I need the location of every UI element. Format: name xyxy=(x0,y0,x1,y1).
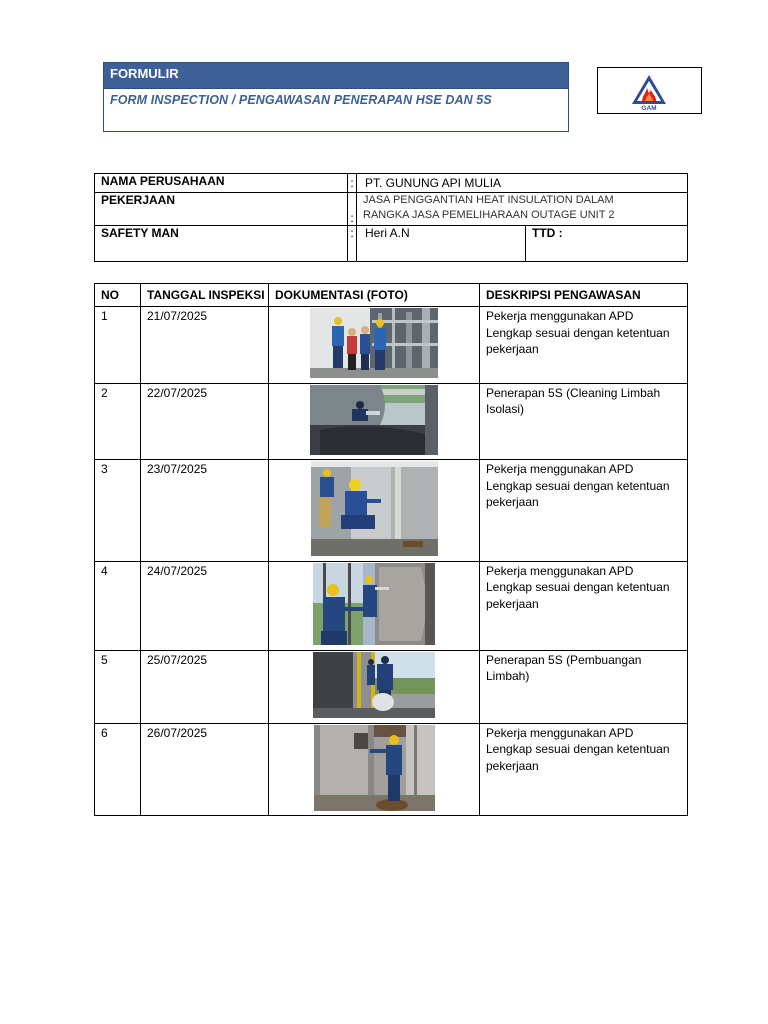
gam-logo-icon xyxy=(598,68,701,113)
row-photo xyxy=(269,460,480,562)
row-description xyxy=(480,383,688,460)
colon: : xyxy=(348,174,357,193)
row-number: 4 xyxy=(95,561,141,650)
description-line: pekerjaan xyxy=(486,495,539,509)
description-line: pekerjaan xyxy=(486,758,539,773)
cleaning-waste-photo xyxy=(310,385,438,455)
header-photo: DOKUMENTASI (FOTO) xyxy=(269,284,480,307)
table-row xyxy=(95,650,688,723)
row-description xyxy=(480,460,688,562)
worker-crouching-photo xyxy=(311,461,438,556)
row-photo xyxy=(269,561,480,650)
row-description xyxy=(480,650,688,723)
job-line-1: JASA PENGGANTIAN HEAT INSULATION DALAM xyxy=(363,194,614,206)
description-line: pekerjaan xyxy=(486,342,539,356)
description-line: pekerjaan xyxy=(486,596,539,611)
safety-man-label: SAFETY MAN xyxy=(95,226,348,262)
description-line: Pekerja menggunakan APD xyxy=(486,725,634,740)
description-line: Lengkap sesuai dengan ketentuan xyxy=(486,325,670,340)
info-table xyxy=(94,173,688,262)
table-row xyxy=(95,307,688,384)
row-number: 2 xyxy=(95,383,141,460)
svg-text:GAM: GAM xyxy=(641,105,657,112)
row-description xyxy=(480,723,688,816)
header-date: TANGGAL INSPEKSI xyxy=(141,284,269,307)
row-date: 26/07/2025 xyxy=(141,723,269,816)
ttd-label: TTD : xyxy=(526,226,688,262)
safety-man-value: Heri A.N xyxy=(357,226,526,262)
header-description: DESKRIPSI PENGAWASAN xyxy=(480,284,688,307)
row-number: 3 xyxy=(95,460,141,562)
description-line: Penerapan 5S (Cleaning Limbah xyxy=(486,385,661,400)
company-logo xyxy=(597,67,702,114)
workers-briefing-photo xyxy=(310,308,438,378)
job-label: PEKERJAAN xyxy=(95,193,348,226)
table-row xyxy=(95,460,688,562)
company-label: NAMA PERUSAHAAN xyxy=(95,174,348,193)
description-line: Penerapan 5S (Pembuangan xyxy=(486,652,642,667)
row-number: 6 xyxy=(95,723,141,816)
row-description xyxy=(480,307,688,384)
row-description xyxy=(480,561,688,650)
form-title: FORMULIR xyxy=(104,63,568,89)
description-line: Lengkap sesuai dengan ketentuan xyxy=(486,580,670,594)
description-line: Isolasi) xyxy=(486,402,525,416)
description-line: Limbah) xyxy=(486,669,530,683)
row-photo xyxy=(269,307,480,384)
table-row xyxy=(95,723,688,816)
job-line-2: RANGKA JASA PEMELIHARAAN OUTAGE UNIT 2 xyxy=(363,209,615,221)
row-date: 22/07/2025 xyxy=(141,383,269,460)
colon: : xyxy=(348,193,357,226)
colon: : xyxy=(348,226,357,262)
table-row xyxy=(95,383,688,460)
description-line: Lengkap sesuai dengan ketentuan xyxy=(486,742,670,756)
row-photo xyxy=(269,723,480,816)
row-date: 23/07/2025 xyxy=(141,460,269,562)
row-photo xyxy=(269,650,480,723)
company-value: PT. GUNUNG API MULIA xyxy=(357,174,688,193)
description-line: Pekerja menggunakan APD xyxy=(486,462,634,476)
description-line: Pekerja menggunakan APD xyxy=(486,563,634,578)
form-subtitle: FORM INSPECTION / PENGAWASAN PENERAPAN HSE DAN 5S xyxy=(110,93,492,107)
description-line: Lengkap sesuai dengan ketentuan xyxy=(486,478,670,493)
header-no: NO xyxy=(95,284,141,307)
job-value xyxy=(357,193,688,226)
row-number: 5 xyxy=(95,650,141,723)
row-date: 25/07/2025 xyxy=(141,650,269,723)
row-date: 21/07/2025 xyxy=(141,307,269,384)
description-line: Pekerja menggunakan APD xyxy=(486,309,634,323)
inspection-table xyxy=(94,283,688,816)
form-header xyxy=(103,62,569,132)
row-photo xyxy=(269,383,480,460)
worker-insulation-photo xyxy=(313,563,435,645)
worker-wall-photo xyxy=(314,725,435,811)
row-number: 1 xyxy=(95,307,141,384)
table-row xyxy=(95,561,688,650)
waste-disposal-photo xyxy=(313,652,435,718)
row-date: 24/07/2025 xyxy=(141,561,269,650)
